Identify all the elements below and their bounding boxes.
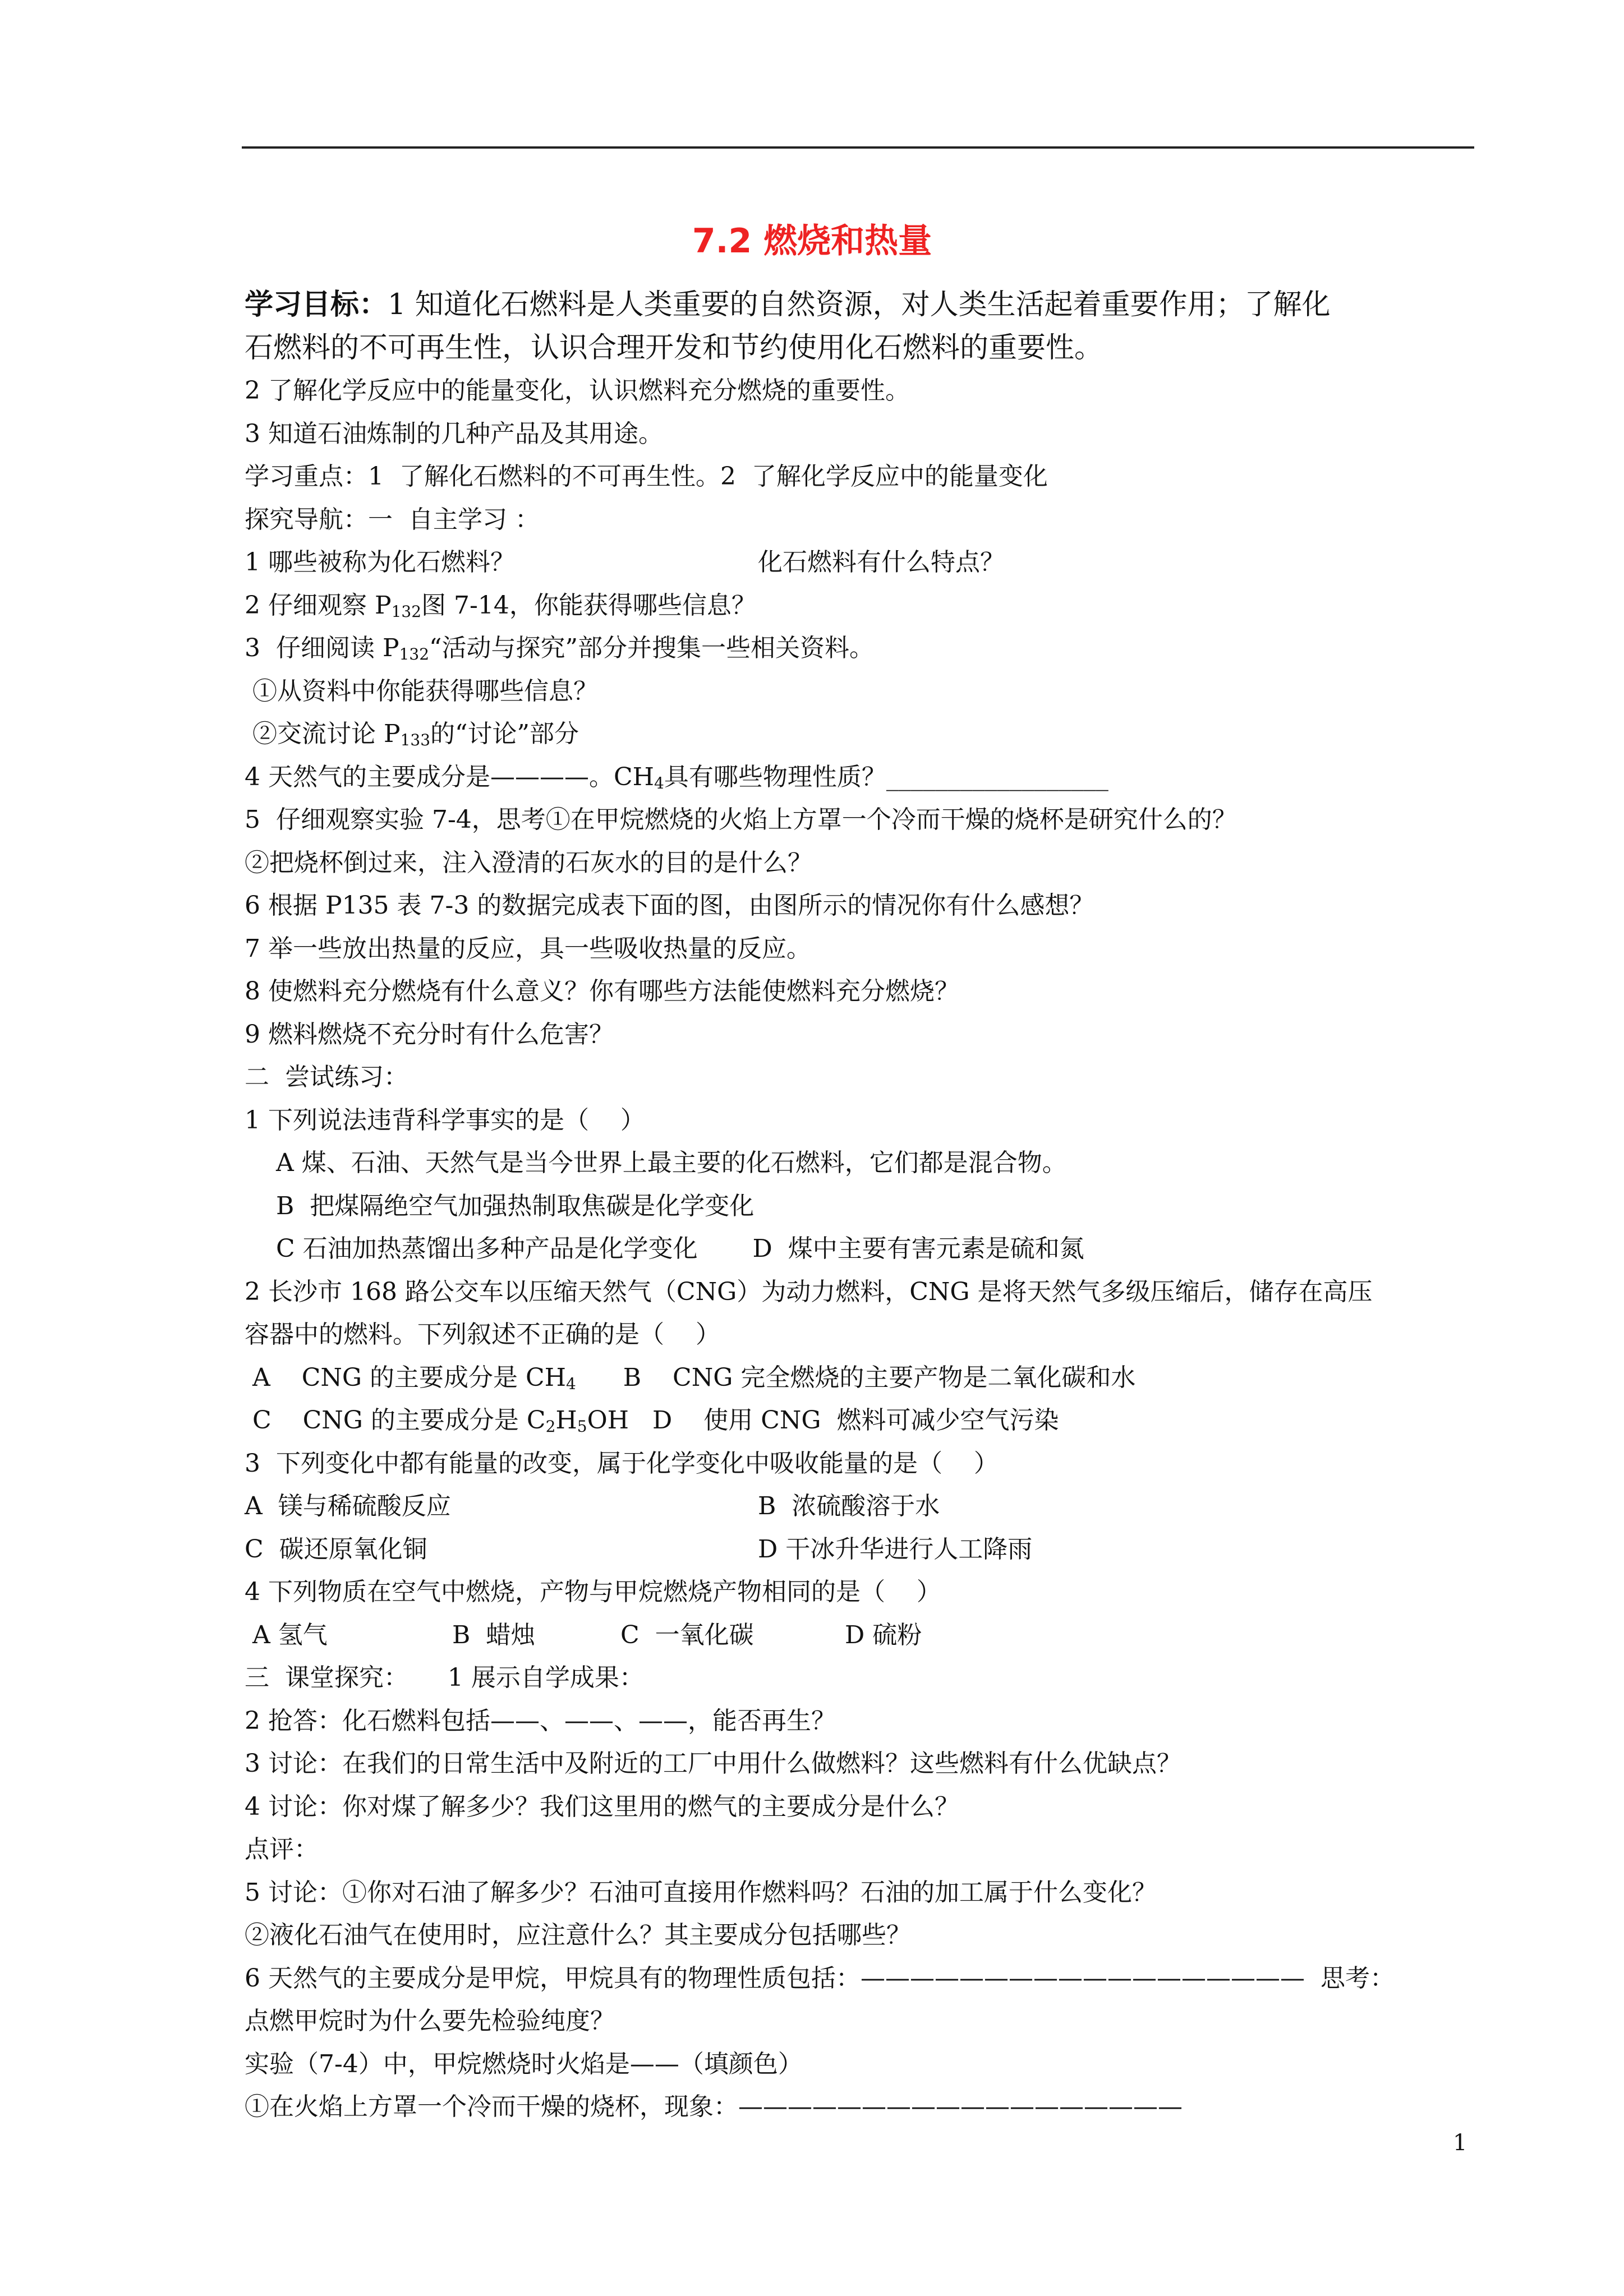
text-line: ②把烧杯倒过来，注入澄清的石灰水的目的是什么？ [245,848,812,877]
text-line: 点评： [245,1835,319,1864]
text-line: 9 燃料燃烧不充分时有什么危害？ [245,1020,614,1049]
text-line: 7 举一些放出热量的反应，具一些吸收热量的反应。 [245,934,811,963]
text-line: 3 知道石油炼制的几种产品及其用途。 [245,419,663,448]
page-title: 7.2 燃烧和热量 [692,222,932,261]
exercise-3: 3 下列变化中都有能量的改变，属于化学变化中吸收能量的是（ ） [245,1449,999,1478]
page-number: 1 [1453,2130,1467,2156]
exercise-4-options: A 氢气 B 蜡烛 C 一氧化碳 D 硫粉 [245,1620,922,1649]
question-4: 4 天然气的主要成分是————。$CH_4$具有哪些物理性质？__________________ [245,762,1108,792]
text-line: 3 讨论：在我们的日常生活中及附近的工厂中用什么做燃料？这些燃料有什么优缺点？ [245,1749,1181,1778]
question-1: 1 哪些被称为化石燃料？ 化石燃料有什么特点？ [245,548,1005,577]
text-line: 6 天然气的主要成分是甲烷，甲烷具有的物理性质包括：—————————————————— 思考： [245,1963,1395,1993]
exercise-2-options-cd: C CNG 的主要成分是 $C_2H_5OH$ D 使用 CNG 燃料可减少空气污染 [245,1406,1059,1436]
document-body [245,283,1479,2129]
exercise-2-options-ab: A CNG 的主要成分是 $CH_4$ B CNG 完全燃烧的主要产物是二氧化碳和水 [245,1363,1136,1393]
exercise-option: B 把煤隔绝空气加强热制取焦碳是化学变化 [245,1191,755,1220]
question-3: 3 仔细阅读 $P_{132}“$活动与探究”部分并搜集一些相关资料。 [245,634,875,663]
text-line: 2 了解化学反应中的能量变化，认识燃料充分燃烧的重要性。 [245,376,910,405]
exercise-3-options-cd: C 碳还原氧化铜 D 干冰升华进行人工降雨 [245,1534,1033,1564]
text-line: 5 仔细观察实验 7-4，思考①在甲烷燃烧的火焰上方罩一个冷而干燥的烧杯是研究什么的？ [245,805,1237,834]
objectives-line-1: 学习目标：1 知道化石燃料是人类重要的自然资源，对人类生活起着重要作用；了解化 [245,288,1331,321]
exercise-2-cont: 容器中的燃料。下列叙述不正确的是（ ） [245,1320,720,1349]
text-line: 实验（7-4）中，甲烷燃烧时火焰是——（填颜色） [245,2049,803,2078]
text-line: 探究导航：一 自主学习 ： [245,505,540,534]
exercise-4: 4 下列物质在空气中燃烧，产物与甲烷燃烧产物相同的是（ ） [245,1578,941,1606]
exercise-2: 2 长沙市 168 路公交车以压缩天然气（CNG）为动力燃料，CNG 是将天然气多级压缩后，储存在高压 [245,1277,1373,1306]
text-line: 2 抢答：化石燃料包括——、——、——，能否再生？ [245,1706,836,1735]
text-line: 学习重点：1 了解化石燃料的不可再生性。2 了解化学反应中的能量变化 [245,462,1048,491]
header-rule [242,146,1474,149]
question-2: 2 仔细观察 $P_{132}$图 7-14，你能获得哪些信息？ [245,591,756,621]
text-line: 6 根据 P135 表 7-3 的数据完成表下面的图，由图所示的情况你有什么感想？ [245,891,1094,920]
text-line: 4 讨论：你对煤了解多少？我们这里用的燃气的主要成分是什么？ [245,1792,959,1821]
text-line: ①在火焰上方罩一个冷而干燥的烧杯，现象：—————————————————— [245,2092,1183,2121]
text-line: ②液化石油气在使用时，应注意什么？其主要成分包括哪些？ [245,1921,911,1949]
question-3b: ②交流讨论 $P_{133}$的“讨论”部分 [245,720,579,749]
text-line: 点燃甲烷时为什么要先检验纯度？ [245,2007,615,2035]
exercise-1: 1 下列说法违背科学事实的是（ ） [245,1105,645,1135]
question-3a: ①从资料中你能获得哪些信息？ [245,676,598,706]
exercise-option: C 石油加热蒸馏出多种产品是化学变化 D 煤中主要有害元素是硫和氮 [245,1234,1084,1263]
exercise-option: A 煤、石油、天然气是当今世界上最主要的化石燃料，它们都是混合物。 [245,1149,1067,1177]
objectives-line-2: 石燃料的不可再生性，认识合理开发和节约使用化石燃料的重要性。 [245,331,1103,365]
exercise-3-options-ab: A 镁与稀硫酸反应 B 浓硫酸溶于水 [245,1492,940,1520]
objectives-label: 学习目标： [245,288,388,321]
text-line: 8 使燃料充分燃烧有什么意义？你有哪些方法能使燃料充分燃烧？ [245,977,959,1006]
section-heading: 二 尝试练习： [245,1063,408,1091]
text-line: 5 讨论：①你对石油了解多少？石油可直接用作燃料吗？石油的加工属于什么变化？ [245,1878,1157,1907]
section-heading: 三 课堂探究： 1 展示自学成果： [245,1663,644,1692]
